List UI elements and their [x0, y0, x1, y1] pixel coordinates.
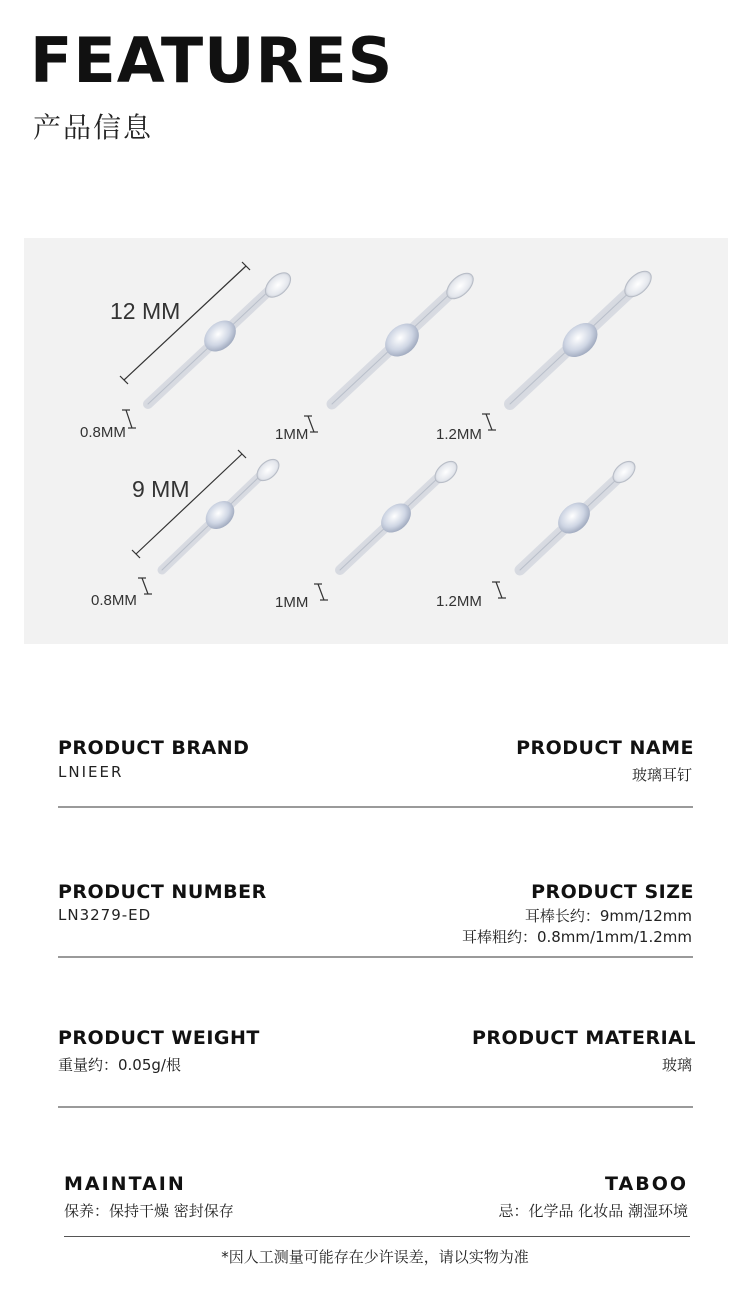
material-value: 玻璃 [661, 1056, 692, 1074]
material-heading: PRODUCT MATERIAL [471, 1027, 696, 1049]
gauge-label-top-08: 0.8MM [80, 424, 126, 441]
weight-value: 重量约：0.05g/根 [58, 1056, 181, 1074]
product-photo [24, 238, 728, 644]
gauge-label-bottom-1: 1MM [275, 594, 309, 611]
maintain-value: 保养：保持干燥 密封保存 [64, 1202, 234, 1220]
divider [58, 1106, 693, 1108]
taboo-value: 忌：化学品 化妆品 潮湿环境 [498, 1202, 688, 1220]
earring-9mm-12 [520, 457, 639, 570]
size-heading: PRODUCT SIZE [531, 881, 694, 903]
earring-12mm-12 [510, 267, 656, 404]
number-heading: PRODUCT NUMBER [58, 881, 267, 903]
footnote: *因人工测量可能存在少许误差，请以实物为准 [221, 1248, 529, 1266]
name-heading: PRODUCT NAME [516, 737, 694, 759]
gauge-label-bottom-08: 0.8MM [91, 592, 137, 609]
number-value: LN3279-ED [58, 906, 152, 924]
gauge-label-top-1: 1MM [275, 426, 309, 443]
gauge-label-bottom-12: 1.2MM [436, 593, 482, 610]
gauge-label-top-12: 1.2MM [436, 426, 482, 443]
divider [64, 1236, 690, 1237]
taboo-heading: TABOO [605, 1173, 688, 1195]
earring-12mm-1 [332, 269, 478, 404]
divider [58, 956, 693, 958]
earring-9mm-1 [340, 457, 461, 570]
brand-value: LNIEER [58, 763, 124, 781]
brand-heading: PRODUCT BRAND [58, 737, 250, 759]
divider [58, 806, 693, 808]
size-value-length: 耳棒长约：9mm/12mm [524, 907, 692, 925]
maintain-heading: MAINTAIN [64, 1173, 186, 1195]
page-subtitle: 产品信息 [33, 111, 154, 144]
length-label-9mm: 9 MM [132, 476, 190, 502]
name-value: 玻璃耳钉 [631, 766, 692, 784]
weight-heading: PRODUCT WEIGHT [58, 1027, 260, 1049]
size-value-gauge: 耳棒粗约：0.8mm/1mm/1.2mm [461, 928, 692, 946]
page-title: FEATURES [30, 24, 394, 97]
length-label-12mm: 12 MM [110, 298, 181, 324]
